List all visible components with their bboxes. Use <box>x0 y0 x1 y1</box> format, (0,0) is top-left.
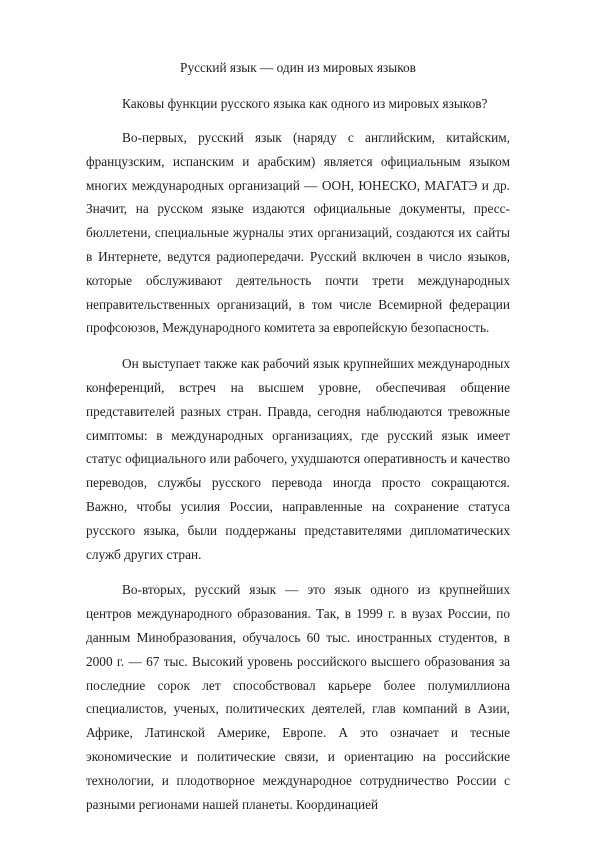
document-page <box>86 56 510 828</box>
paragraph-3: Во-вторых, русский язык — это язык одного из крупнейших центров международного образования. Так, в 1999 г. в вузах России, по данным Минобразования, обучалось 60 тыс. иностранных студентов, в 2000 г. — 67 тыс. Высокий уровень российского высшего образования за последние сорок лет способствовал карьере более полумиллиона специалистов, ученых, политических деятелей, глав компаний в Азии, Африке, Латинской Америке, Европе. А это означает и тесные экономические и политические связи, и ориентацию на российские технологии, и плодотворное международное сотрудничество России с разными регионами нашей планеты. Координацией <box>86 582 510 812</box>
paragraph-2: Он выступает также как рабочий язык крупнейших международных конференций, встреч на высшем уровне, обеспечивая общение представителей разных стран. Правда, сегодня наблюдаются тревожные симптомы: в международных организациях, где русский язык имеет статус официального или рабочего, ухудшаются оперативность и качество переводов, службы русского перевода иногда просто сокращаются. Важно, чтобы усилия России, направленные на сохранение статуса русского языка, были поддержаны представителями дипломатических служб других стран. <box>86 356 510 562</box>
paragraph-1: Во-первых, русский язык (наряду с английским, китайским, французским, испанским и арабским) является официальным языком многих международных организаций — ООН, ЮНЕСКО, МАГАТЭ и др. Значит, на русском языке издаются официальные документы, пресс-бюллетени, специальные журналы этих организаций, создаются их сайты в Интернете, ведутся радиопередачи. Русский включен в число языков, которые обслуживают деятельность почти трети международных неправительственных организаций, в том числе Всемирной федерации профсоюзов, Международного комитета за европейскую безопасность. <box>86 130 510 336</box>
document-title: Русский язык — один из мировых языков <box>180 60 416 75</box>
question-heading: Каковы функции русского языка как одного из мировых языков? <box>122 96 488 111</box>
